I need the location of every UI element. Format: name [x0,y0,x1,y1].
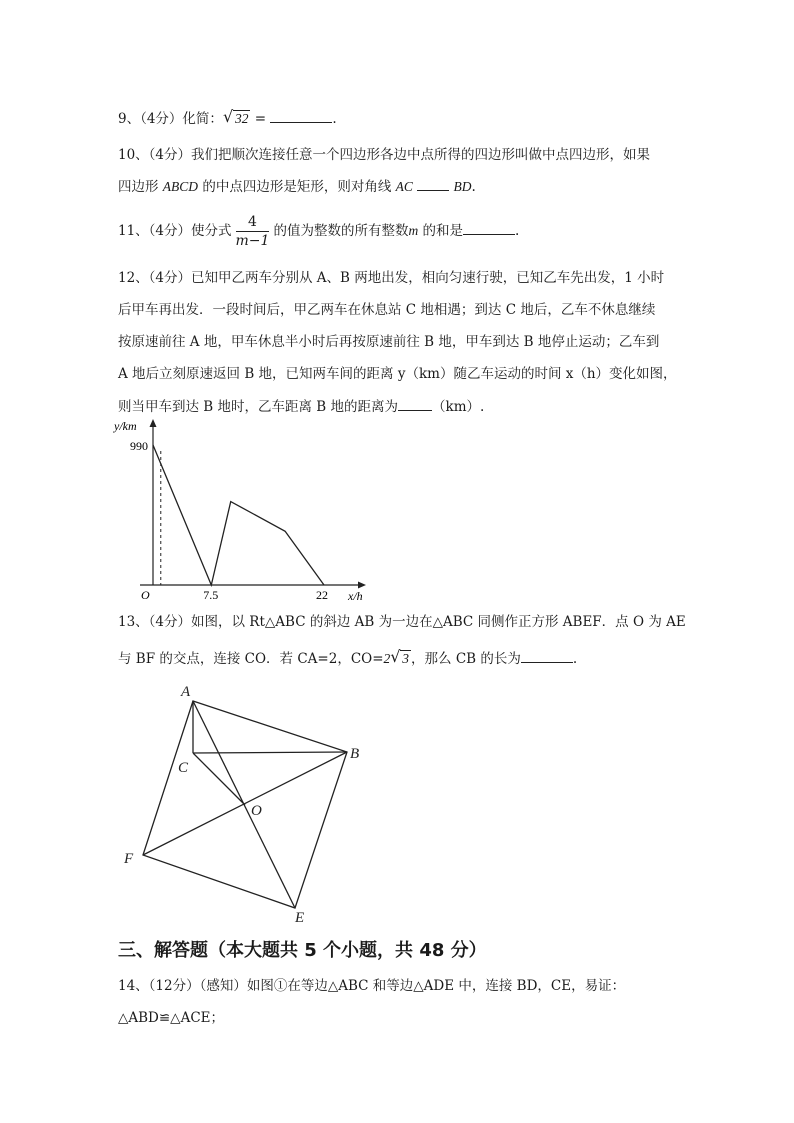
question-12-line2: 后甲车再出发．一段时间后，甲乙两车在休息站 C 地相遇；到达 C 地后，乙车不休息继续 [118,302,656,318]
x-axis-arrow [358,582,366,589]
question-12-line3: 按原速前往 A 地，甲车休息半小时后再按原速前往 B 地，甲车到达 B 地停止运动；乙车到 [118,334,660,350]
distance-time-chart [110,415,380,610]
label-b: B [350,746,360,762]
segment-cb [193,752,347,753]
q12-last-pre: 则当甲车到达 B 地时，乙车距离 B 地的距离为 [118,399,399,415]
question-12-line1: 12、（4分）已知甲乙两车分别从 A、B 两地出发，相向匀速行驶，已知乙车先出发，1 小时 [118,270,665,286]
q9-radicand: 32 [234,111,249,126]
q9-prefix: 9、（4分）化简： [118,111,223,127]
distance-series-line [153,445,324,585]
x-axis-label: x/h [348,589,363,603]
q10-abcd: ABCD [162,179,199,194]
y-tick-label: 990 [130,439,148,453]
label-a: A [181,684,191,700]
label-e: E [295,910,305,925]
label-o: O [251,803,262,819]
section-heading: 三、解答题（本大题共 5 个小题，共 48 分） [118,940,487,961]
sqrt-expression: √ 3 [390,647,410,666]
origin-label: O [141,588,150,602]
question-13-line2 [118,648,577,669]
q13-pre: 与 BF 的交点，连接 CO．若 CA=2，CO= [118,651,384,667]
q10-bd: BD [453,179,472,194]
q11-mid: 的值为整数的所有整数 [273,223,409,239]
answer-blank[interactable] [521,648,573,663]
segment-co [193,753,245,805]
y-axis-label: y/km [114,419,137,433]
q13-post: ，那么 CB 的长为 [411,651,521,667]
q9-equals: = [254,111,267,127]
question-12-line5 [118,396,484,417]
q10-text-mid: 的中点四边形是矩形，则对角线 [198,179,396,195]
co-coefficient: 2 [383,651,391,666]
q11-suffix: . [515,223,520,239]
co-radicand: 3 [402,651,410,666]
y-axis-arrow [150,419,157,427]
square-figure [115,680,375,925]
question-11 [118,212,519,250]
q10-ac: AC [395,179,413,194]
q13-suffix: . [572,651,578,667]
sqrt-expression: √ 32 [222,107,249,126]
q11-prefix: 11、（4分）使分式 [118,223,232,239]
label-f: F [124,851,134,867]
answer-blank[interactable] [398,396,432,411]
x-tick-label: 7.5 [203,588,219,602]
q9-suffix: . [332,111,337,127]
q12-last-suffix: （km）. [432,399,485,415]
question-10-line2 [118,176,476,197]
diagonal-bf [143,752,347,855]
question-14-line2: △ABD≌△ACE； [118,1010,225,1026]
fraction [236,213,270,250]
x-tick-label: 22 [316,588,328,602]
q10-suffix: . [471,179,476,195]
fraction-denominator: m−1 [235,233,270,249]
fraction-numerator: 4 [236,213,270,232]
answer-blank[interactable] [463,220,515,235]
answer-blank[interactable] [270,108,332,123]
question-12-line4: A 地后立刻原速返回 B 地，已知两车间的距离 y（km）随乙车运动的时间 x（h）变化如图， [118,366,677,382]
label-c: C [178,760,189,776]
question-10-line1: 10、（4分）我们把顺次连接任意一个四边形各边中点所得的四边形叫做中点四边形，如果 [118,147,651,163]
question-14-line1: 14、（12分）（感知）如图①在等边△ABC 和等边△ADE 中，连接 BD，CE，易证： [118,978,626,994]
question-9 [118,108,337,129]
answer-blank[interactable] [417,176,449,191]
q10-text: 四边形 [118,179,163,195]
question-13-line1: 13、（4分）如图，以 Rt△ABC 的斜边 AB 为一边在△ABC 同侧作正方形 ABEF．点 O 为 AE [118,614,686,630]
q11-var: m [408,223,419,238]
q11-mid2: 的和是 [418,223,463,239]
